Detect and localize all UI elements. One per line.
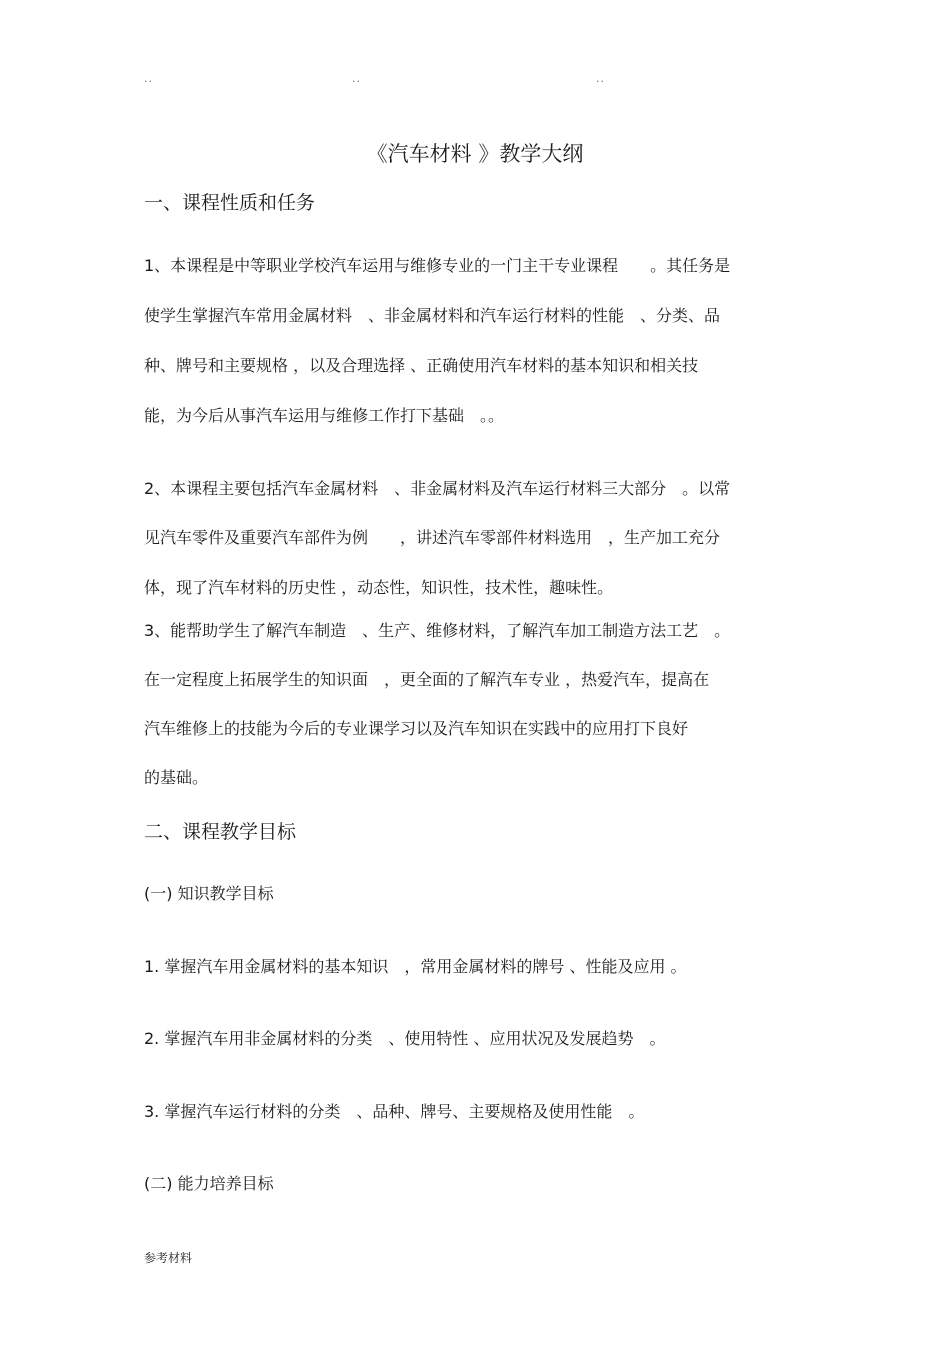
subsection-heading-ability: (二) 能力培养目标 [144,1174,274,1193]
section-heading-objectives: 二、课程教学目标 [144,821,297,843]
paragraph-line: 在一定程度上拓展学生的知识面 ，更全面的了解汽车专业 ，热爱汽车，提高在 [144,670,710,689]
objective-item: 1. 掌握汽车用金属材料的基本知识 ，常用金属材料的牌号 、性能及应用 。 [144,957,687,976]
header-dots-right: .. [596,72,605,85]
objective-item: 3. 掌握汽车运行材料的分类 、品种、牌号、主要规格及使用性能 。 [144,1102,645,1121]
paragraph-line: 种、牌号和主要规格 ，以及合理选择 、正确使用汽车材料的基本知识和相关技 [144,356,699,375]
section-heading-nature: 一、课程性质和任务 [144,192,316,214]
document-title: 《汽车材料 》教学大纲 [366,142,584,166]
subsection-heading-knowledge: (一) 知识教学目标 [144,884,274,903]
paragraph-line: 汽车维修上的技能为今后的专业课学习以及汽车知识在实践中的应用打下良好 [144,719,689,738]
paragraph-line: 使学生掌握汽车常用金属材料 、非金属材料和汽车运行材料的性能 、分类、品 [144,306,721,325]
paragraph-line: 见汽车零件及重要汽车部件为例 ，讲述汽车零部件材料选用 ，生产加工充分 [144,528,721,547]
paragraph-line: 3、能帮助学生了解汽车制造 、生产、维修材料，了解汽车加工制造方法工艺 。 [144,621,731,640]
paragraph-line: 的基础。 [144,768,209,787]
objective-item: 2. 掌握汽车用非金属材料的分类 、使用特性 、应用状况及发展趋势 。 [144,1029,666,1048]
header-dots-left: .. [144,72,153,85]
page-footer: 参考材料 [144,1251,193,1265]
paragraph-line: 体，现了汽车材料的历史性 ，动态性，知识性，技术性，趣味性。 [144,578,614,597]
paragraph-line: 2、本课程主要包括汽车金属材料 、非金属材料及汽车运行材料三大部分 。以常 [144,479,731,498]
paragraph-line: 能，为今后从事汽车运用与维修工作打下基础 。。 [144,406,505,425]
paragraph-line: 1、本课程是中等职业学校汽车运用与维修专业的一门主干专业课程 。其任务是 [144,256,731,275]
header-dots-center: .. [352,72,361,85]
